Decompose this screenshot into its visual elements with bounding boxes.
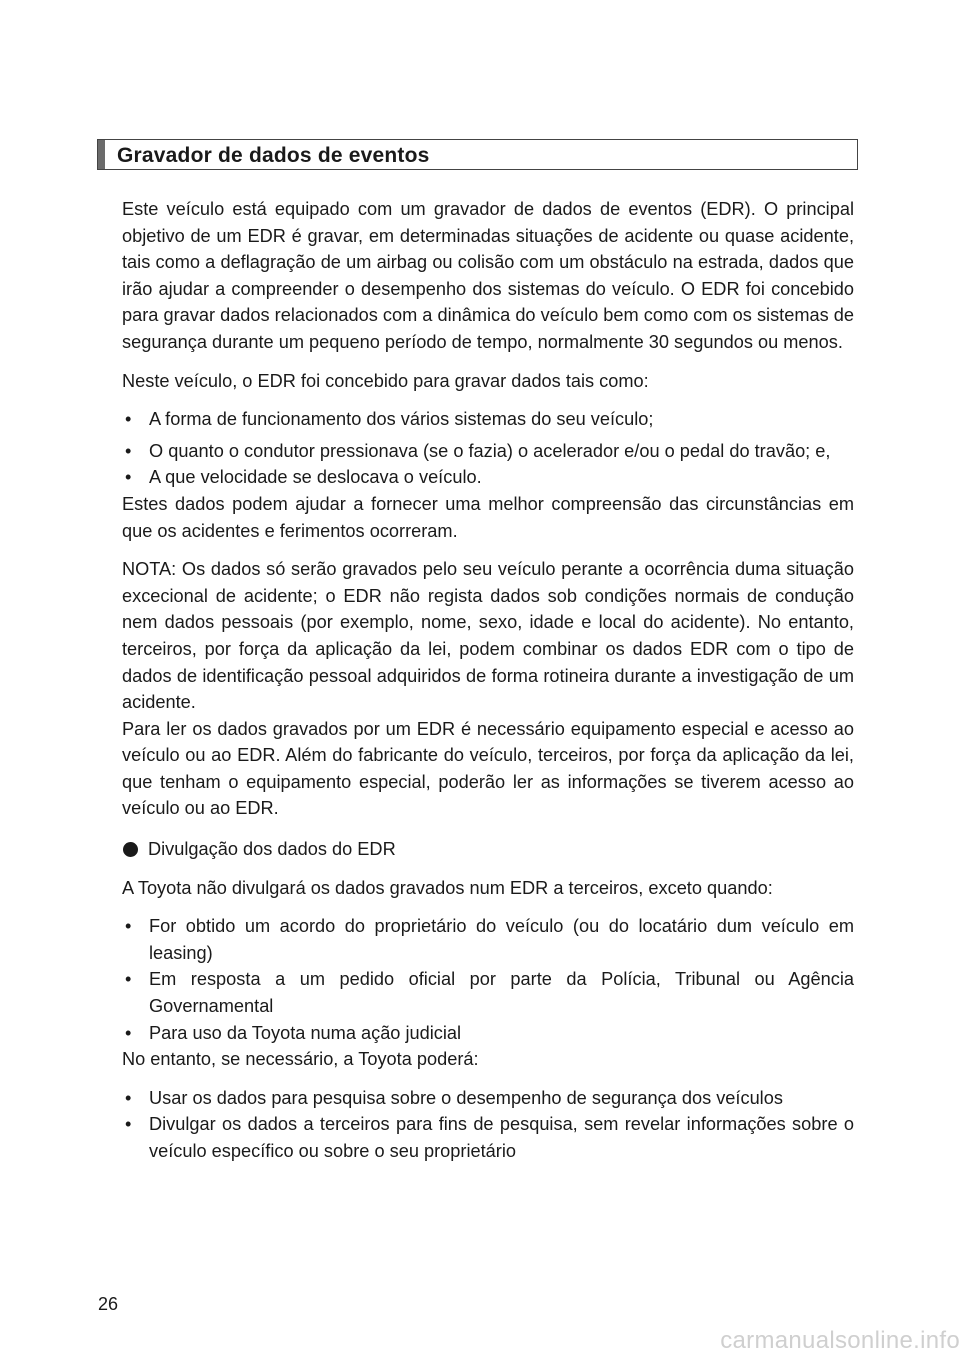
list-item: • For obtido um acordo do proprietário do veículo (ou do locatário dum veículo em leasing) — [122, 913, 854, 966]
list-item: • Em resposta a um pedido oficial por parte da Polícia, Tribunal ou Agência Governamental — [122, 966, 854, 1019]
help-paragraph: Estes dados podem ajudar a fornecer uma melhor compreensão das circunstâncias em que os acidentes e ferimentos ocorreram. — [122, 493, 854, 541]
disclosure-heading-text: Divulgação dos dados do EDR — [148, 839, 396, 860]
however-list — [122, 1085, 854, 1165]
disclosure-list — [122, 913, 854, 1046]
page-content — [122, 196, 854, 1165]
list-item: • Para uso da Toyota numa ação judicial — [122, 1020, 854, 1047]
section-header — [97, 139, 858, 170]
disclosure-subheading — [122, 836, 854, 863]
list-item: • Divulgar os dados a terceiros para fins de pesquisa, sem revelar informações sobre o veículo específico ou sobre o seu proprietário — [122, 1111, 854, 1164]
page-number: 26 — [98, 1294, 119, 1314]
watermark: carmanualsonline.info — [720, 1327, 960, 1354]
reading-paragraph: Para ler os dados gravados por um EDR é necessário equipamento especial e acesso ao veículo ou ao EDR. Além do fabricante do veículo, terceiros, por força da aplicação da lei, que tenham o equipamento especial, poderão ler as informações se tiverem acesso ao veículo ou ao EDR. — [122, 718, 854, 819]
bullet-circle-icon — [123, 842, 138, 857]
section-title: Gravador de dados de eventos — [117, 144, 430, 167]
nota-paragraph: NOTA: Os dados só serão gravados pelo seu veículo perante a ocorrência duma situação excecional de acidente; o EDR não regista dados sob condições normais de condução nem dados pessoais (por exemplo, nome, sexo, idade e local do acidente). No entanto, terceiros, por força da aplicação da lei, podem combinar os dados EDR com o tipo de dados de identificação pessoal adquiridos de forma rotineira durante a investigação de um acidente. — [122, 559, 854, 713]
data-intro-paragraph: Neste veículo, o EDR foi concebido para gravar dados tais como: — [122, 370, 649, 391]
section-header-bar — [98, 140, 105, 169]
list-item: • O quanto o condutor pressionava (se o fazia) o acelerador e/ou o pedal do travão; e, — [122, 438, 854, 465]
list-item: • Usar os dados para pesquisa sobre o desempenho de segurança dos veículos — [122, 1085, 854, 1112]
recorded-data-list — [122, 406, 854, 491]
intro-paragraph: Este veículo está equipado com um gravador de dados de eventos (EDR). O principal objetivo de um EDR é gravar, em determinadas situações de acidente ou quase acidente, tais como a deflagração de um airbag ou colisão com um obstáculo na estrada, dados que irão ajudar a compreender o desempenho dos sistemas do veículo. O EDR foi concebido para gravar dados relacionados com a dinâmica do veículo bem como com os sistemas de segurança durante um pequeno período de tempo, normalmente 30 segundos ou menos. — [122, 199, 854, 352]
however-paragraph: No entanto, se necessário, a Toyota poderá: — [122, 1049, 479, 1070]
disclosure-intro-paragraph: A Toyota não divulgará os dados gravados num EDR a terceiros, exceto quando: — [122, 877, 773, 898]
list-item: • A forma de funcionamento dos vários sistemas do seu veículo; — [122, 406, 854, 433]
list-item: • A que velocidade se deslocava o veículo. — [122, 464, 854, 491]
